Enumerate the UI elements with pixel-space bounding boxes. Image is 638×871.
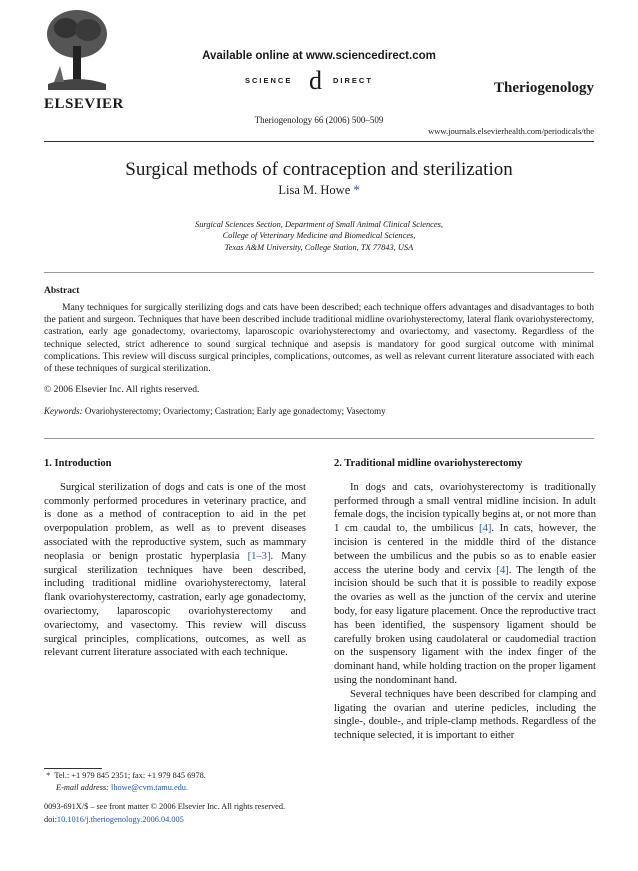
footnote-contact: Tel.: +1 979 845 2351; fax: +1 979 845 6978. xyxy=(54,771,206,780)
affiliation xyxy=(0,219,638,253)
header-divider xyxy=(44,141,594,142)
abstract-bottom-divider xyxy=(44,438,594,439)
left-column xyxy=(44,457,306,660)
footnote-contact-line xyxy=(44,770,206,782)
article-title: Surgical methods of contraception and sterilization xyxy=(125,159,513,180)
email-label: E-mail address: xyxy=(56,782,109,792)
author-footnote xyxy=(44,770,206,793)
doi-line xyxy=(44,813,285,826)
right-column xyxy=(334,457,596,743)
keywords-label: Keywords: xyxy=(44,406,83,416)
available-online-banner: Available online at www.sciencedirect.com xyxy=(202,50,436,62)
elsevier-tree-logo xyxy=(44,6,110,90)
citation-link[interactable]: [4] xyxy=(496,564,509,576)
text-run: . Many surgical sterilization techniques have been described, including traditional midline ovariohysterectomy, lateral flank ovariohysterectomy, castration, early age gonadectomy, ovariectomy, laparoscopic ovariohysterectomy and ovariectomy, and vasectomy. This review will discuss surgical principles, complications, outcomes, as well as relevant current literature associated with each technique. xyxy=(44,550,306,659)
journal-url-link[interactable]: www.journals.elsevierhealth.com/periodicals/the xyxy=(428,126,594,136)
abstract-heading: Abstract xyxy=(44,286,80,296)
abstract-paragraph: Many techniques for surgically sterilizing dogs and cats have been described; each technique offers advantages and disadvantages to both the patient and surgeon. Techniques that have been described include traditional midline ovariohysterectomy, lateral flank ovariohysterectomy, castration, early age gonadectomy, ovariectomy, laparoscopic ovariohysterectomy and ovariectomy, and vasectomy. Regardless of the technique selected, strict adherence to sound surgical technique and asepsis is mandatory for good surgical outcome with minimal complications. This review will discuss surgical principles, complications, outcomes, as well as relevant current literature associated with each of these techniques of surgical sterilization. xyxy=(44,302,594,375)
abstract-top-divider xyxy=(44,272,594,273)
author-footnote-link[interactable]: * xyxy=(353,183,360,197)
publisher-name: ELSEVIER xyxy=(44,96,124,112)
sciencedirect-logo xyxy=(245,66,405,96)
sd-science-text: SCIENCE xyxy=(245,76,293,85)
clamping-paragraph: Several techniques have been described for clamping and ligating the ovarian and uterine pedicles, including the single-, double-, and triple-clamp methods. Regardless of the technique selected, it is important to either xyxy=(334,688,596,742)
footnote-divider xyxy=(44,768,102,769)
journal-name: Theriogenology xyxy=(494,80,594,96)
affiliation-line: College of Veterinary Medicine and Biomedical Sciences, xyxy=(222,231,416,241)
issn-line: 0093-691X/$ – see front matter © 2006 Elsevier Inc. All rights reserved. xyxy=(44,802,286,811)
citation-link[interactable]: [1–3] xyxy=(247,550,271,562)
midline-ovh-paragraph xyxy=(334,481,596,688)
bottom-info xyxy=(44,800,285,826)
email-link[interactable]: lhowe@cvm.tamu.edu. xyxy=(111,782,189,792)
section-heading-midline-ovh: 2. Traditional midline ovariohysterectomy xyxy=(334,458,523,469)
sd-direct-text: DIRECT xyxy=(333,76,373,85)
affiliation-line: Surgical Sciences Section, Department of Small Animal Clinical Sciences, xyxy=(195,220,443,229)
doi-link[interactable]: 10.1016/j.theriogenology.2006.04.005 xyxy=(56,815,184,824)
doi-label: doi: xyxy=(44,815,57,824)
keywords-list: Ovariohysterectomy; Ovariectomy; Castration; Early age gonadectomy; Vasectomy xyxy=(84,406,386,416)
citation-link[interactable]: [4] xyxy=(479,523,492,535)
introduction-paragraph xyxy=(44,481,306,660)
section-heading-introduction: 1. Introduction xyxy=(44,458,112,469)
abstract-copyright: © 2006 Elsevier Inc. All rights reserved. xyxy=(44,384,200,395)
text-run: In dogs and cats, ovariohysterectomy is traditionally performed through a small ventral midline incision. In adult female dogs, the incision typically begins at, or not more than 1 cm caudal to, the umbilicus xyxy=(334,481,596,535)
text-run: . The length of the incision should be such that it is possible to readily expose the ovaries as well as the junction of the cervix and uterine body, for easy ligature placement. Once the reproductive tract has been identified, the suspensory ligament should be carefully broken using caudolateral or caudomedial traction on the suspensory ligament with the index finger of the dominant hand, while holding traction on the proper ligament using the nondominant hand. xyxy=(334,564,596,686)
author-line xyxy=(0,183,638,198)
footnote-email-line xyxy=(44,782,206,794)
journal-citation: Theriogenology 66 (2006) 500–509 xyxy=(254,115,384,125)
abstract-body xyxy=(44,302,594,375)
text-run: . In cats, however, the incision is centered in the middle third of the distance between the umbilicus and the pubis so as to enable easier access the uterine body and cervix xyxy=(334,523,596,576)
sd-at-symbol: d xyxy=(309,66,322,95)
keywords xyxy=(44,406,386,416)
text-run: Surgical sterilization of dogs and cats is one of the most commonly performed procedures in veterinary practice, and is done as a method of contraception to aid in the pet overpopulation problem, as well as to prevent diseases associated with the reproductive system, such as mammary neoplasia or benign prostatic hyperplasia xyxy=(44,481,306,562)
affiliation-line: Texas A&M University, College Station, TX 77843, USA xyxy=(224,242,414,252)
author-name: Lisa M. Howe xyxy=(278,183,351,197)
footnote-mark: * xyxy=(46,771,51,780)
